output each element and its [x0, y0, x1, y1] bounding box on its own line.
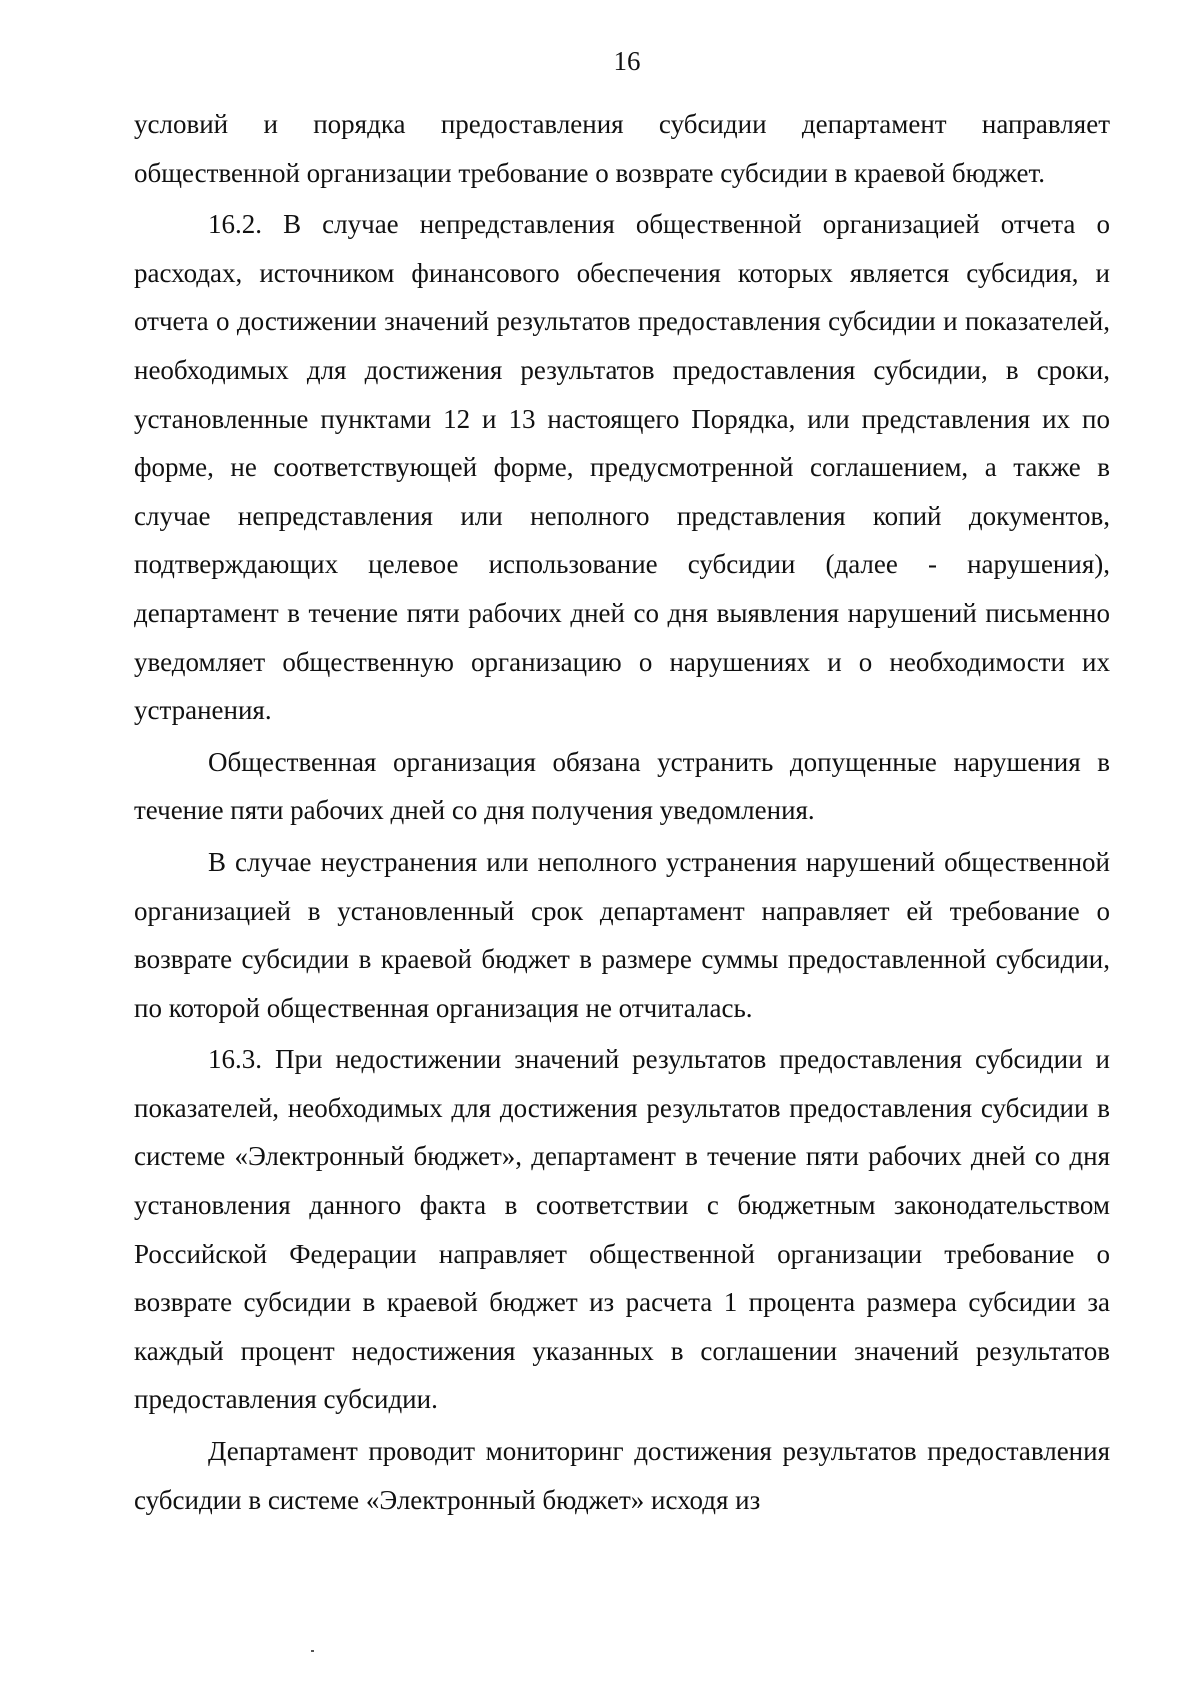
document-body: [134, 100, 1110, 1524]
paragraph-obligation: Общественная организация обязана устранить допущенные нарушения в течение пяти рабочих дней со дня получения уведомления.: [134, 746, 1110, 826]
scan-speck: [311, 1650, 314, 1652]
paragraph-continuation: условий и порядка предоставления субсидии департамент направляет общественной организации требование о возврате субсидии в краевой бюджет.: [134, 109, 1110, 188]
paragraph-16-3: 16.3. При недостижении значений результатов предоставления субсидии и показателей, необходимых для достижения результатов предоставления субсидии в системе «Электронный бюджет», департамент в течение пяти рабочих дней со дня установления данного факта в соответствии с бюджетным законодательством Российской Федерации направляет общественной организации требование о возврате субсидии в краевой бюджет из расчета 1 процента размера субсидии за каждый процент недостижения указанных в соглашении значений результатов предоставления субсидии.: [134, 1044, 1110, 1415]
paragraph-monitoring: Департамент проводит мониторинг достижения результатов предоставления субсидии в системе «Электронный бюджет» исходя из: [134, 1436, 1110, 1515]
page-number: 16: [613, 46, 641, 76]
paragraph-16-2: 16.2. В случае непредставления общественной организацией отчета о расходах, источником финансового обеспечения которых является субсидия, и отчета о достижении значений результатов предоставления субсидии и показателей, необходимых для достижения результатов предоставления субсидии, в сроки, установленные пунктами 12 и 13 настоящего Порядка, или представления их по форме, не соответствующей форме, предусмотренной соглашением, а также в случае непредставления или неполного представления копий документов, подтверждающих целевое использование субсидии (далее - нарушения), департамент в течение пяти рабочих дней со дня выявления нарушений письменно уведомляет общественную организацию о нарушениях и о необходимости их устранения.: [134, 209, 1110, 726]
paragraph-non-elimination: В случае неустранения или неполного устранения нарушений общественной организацией в установленный срок департамент направляет ей требование о возврате субсидии в краевой бюджет в размере суммы предоставленной субсидии, по которой общественная организация не отчиталась.: [134, 846, 1110, 1023]
